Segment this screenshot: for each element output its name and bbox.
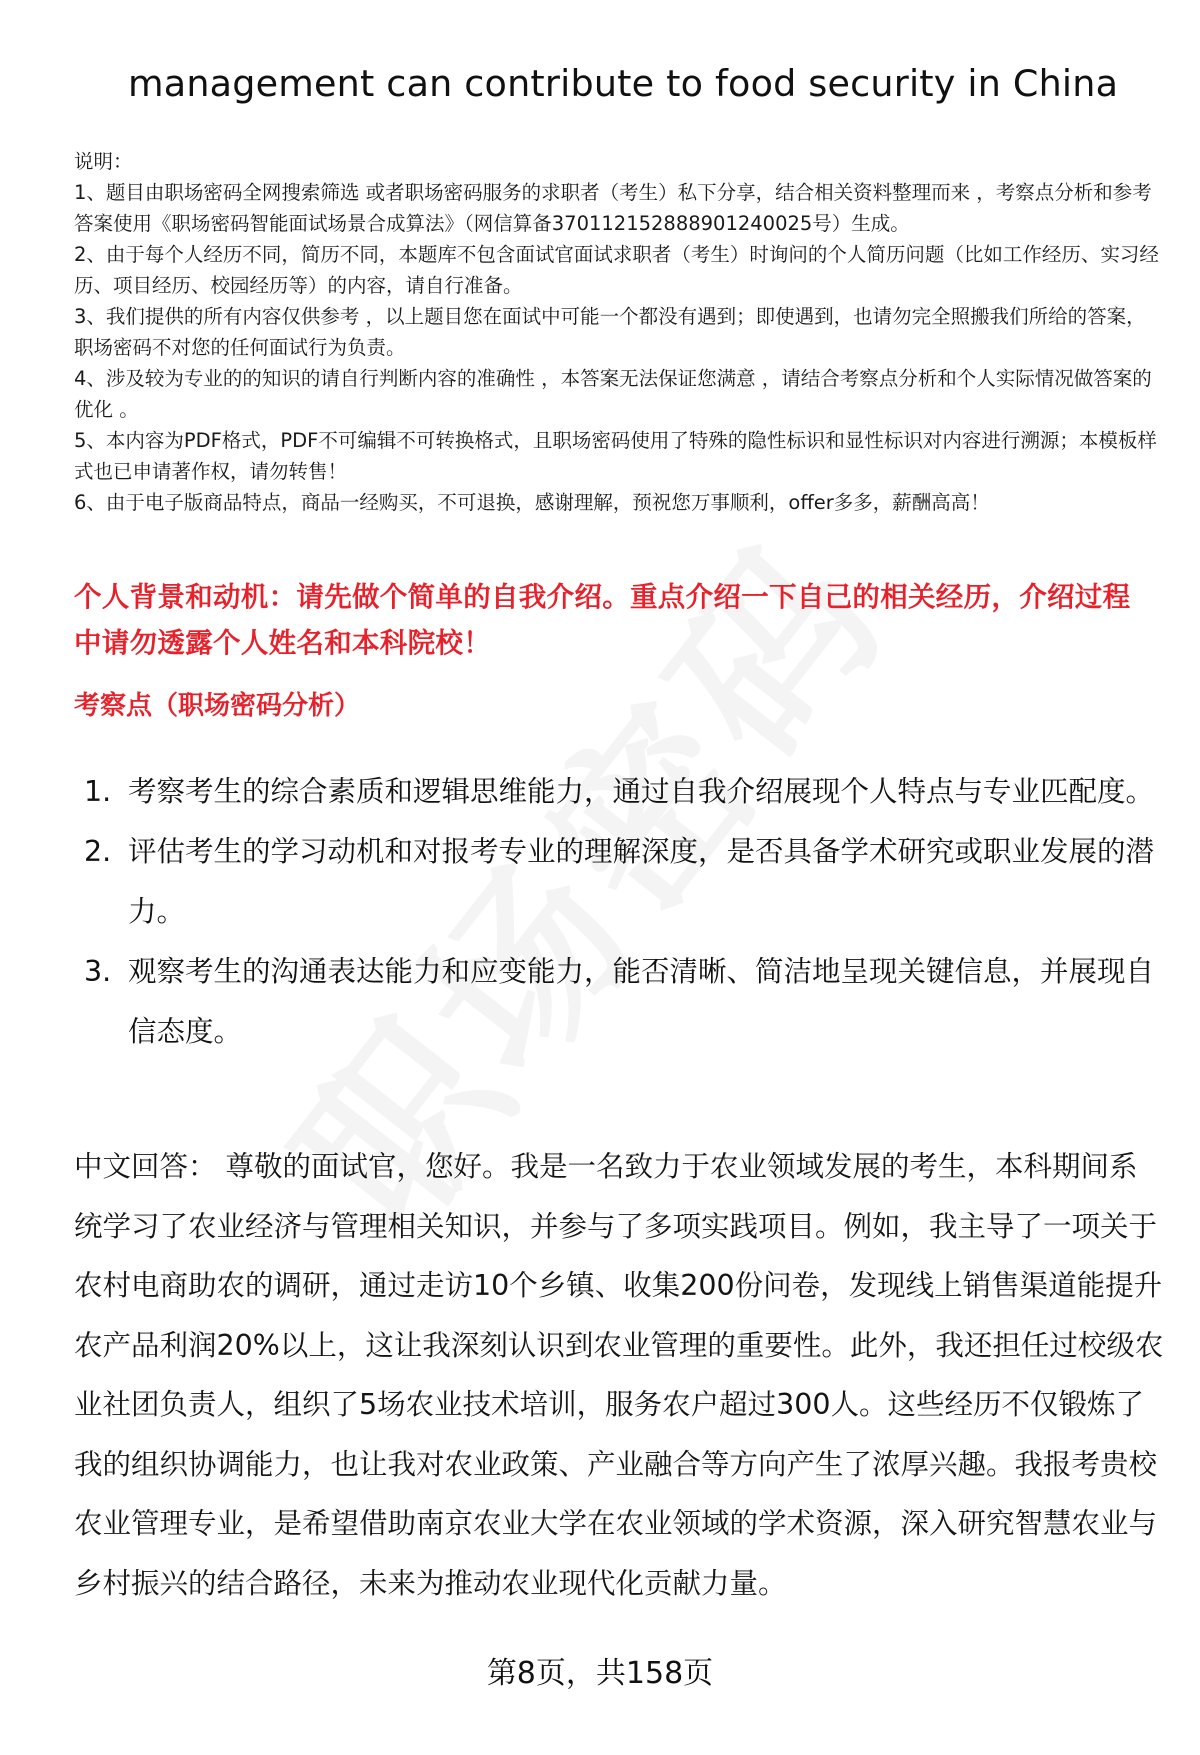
- point-number: 2.: [84, 835, 112, 868]
- analysis-title: 考察点（职场密码分析）: [74, 691, 361, 721]
- notes-item-6: 6、由于电子版商品特点，商品一经购买，不可退换，感谢理解，预祝您万事顺利，offer多多，薪酬高高！: [74, 491, 990, 514]
- answer-paragraph: 中文回答： 尊敬的面试官，您好。我是一名致力于农业领域发展的考生，本科期间系统学习了农业经济与管理相关知识，并参与了多项实践项目。例如，我主导了一项关于农村电商助农的调研，通过走访10个乡镇、收集200份问卷，发现线上销售渠道能提升农产品利润20%以上，这让我深刻认识到农业管理的重要性。此外，我还担任过校级农业社团负责人，组织了5场农业技术培训，服务农户超过300人。这些经历不仅锻炼了我的组织协调能力，也让我对农业政策、产业融合等方向产生了浓厚兴趣。我报考贵校农业管理专业，是希望借助南京农业大学在农业领域的学术资源，深入研究智慧农业与乡村振兴的结合路径，未来为推动农业现代化贡献力量。: [74, 1150, 1164, 1600]
- notes-item-1: 1、题目由职场密码全网搜索筛选 或者职场密码服务的求职者（考生）私下分享，结合相关资料整理而来 ，考察点分析和参考答案使用《职场密码智能面试场景合成算法》（网信算备370112152888901240025号）生成。: [74, 181, 1152, 235]
- analysis-points-list: [74, 762, 1159, 1062]
- point-number: 1.: [84, 775, 112, 808]
- notes-label: 说明：: [74, 150, 133, 173]
- notes-section: [74, 146, 1164, 518]
- notes-item-2: 2、由于每个人经历不同，简历不同，本题库不包含面试官面试求职者（考生）时询问的个人简历问题（比如工作经历、实习经历、项目经历、校园经历等）的内容，请自行准备。: [74, 243, 1159, 297]
- page-title: management can contribute to food security in China: [128, 62, 1119, 105]
- page-number: 第8页，共158页: [486, 1656, 714, 1691]
- point-number: 3.: [84, 955, 112, 988]
- analysis-point: [74, 822, 1159, 942]
- point-text: 考察考生的综合素质和逻辑思维能力，通过自我介绍展现个人特点与专业匹配度。: [128, 775, 1155, 808]
- analysis-point: [74, 762, 1159, 822]
- point-text: 观察考生的沟通表达能力和应变能力，能否清晰、简洁地呈现关键信息，并展现自信态度。: [128, 955, 1155, 1048]
- point-text: 评估考生的学习动机和对报考专业的理解深度，是否具备学术研究或职业发展的潜力。: [128, 835, 1155, 928]
- notes-item-4: 4、涉及较为专业的的知识的请自行判断内容的准确性 ，本答案无法保证您满意 ，请结合考察点分析和个人实际情况做答案的优化 。: [74, 367, 1152, 421]
- analysis-point: [74, 942, 1159, 1062]
- interview-question: 个人背景和动机：请先做个简单的自我介绍。重点介绍一下自己的相关经历，介绍过程中请勿透露个人姓名和本科院校！: [74, 581, 1131, 659]
- notes-item-5: 5、本内容为PDF格式，PDF不可编辑不可转换格式，且职场密码使用了特殊的隐性标识和显性标识对内容进行溯源；本模板样式也已申请著作权，请勿转售！: [74, 429, 1157, 483]
- notes-item-3: 3、我们提供的所有内容仅供参考 ，以上题目您在面试中可能一个都没有遇到；即使遇到，也请勿完全照搬我们所给的答案，职场密码不对您的任何面试行为负责。: [74, 305, 1146, 359]
